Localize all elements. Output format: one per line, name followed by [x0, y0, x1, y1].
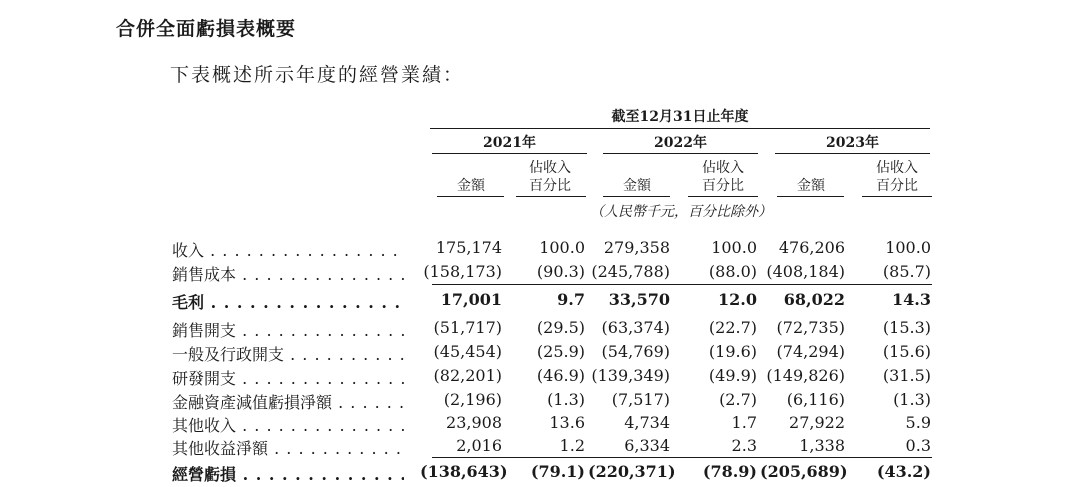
table-row-operating-loss: [0, 462, 1080, 484]
row-value-2021-amount: (82,201): [433, 366, 502, 385]
row-value-2021-percent: (25.9): [536, 342, 585, 361]
row-value-2023-amount: (74,294): [776, 342, 845, 361]
row-value-2022-percent: 1.7: [731, 413, 757, 432]
table-row-admin-expenses: [0, 342, 1080, 364]
row-value-2022-percent: 100.0: [711, 238, 757, 257]
row-label: 一般及行政開支 . . .: [172, 342, 404, 365]
percent-header-2022: 佔收入 百分比: [702, 160, 744, 194]
row-value-2023-percent: (85.7): [882, 262, 931, 281]
row-value-2022-amount: (139,349): [591, 366, 670, 385]
section-title: 合併全面虧損表概要: [116, 18, 297, 40]
row-value-2023-amount: 476,206: [778, 238, 845, 257]
row-value-2022-amount: (63,374): [601, 318, 670, 337]
row-value-2021-percent: 1.2: [559, 436, 585, 455]
year-2023-header: 2023年: [826, 135, 879, 151]
period-rule: [430, 128, 930, 129]
row-value-2022-amount: (54,769): [601, 342, 670, 361]
row-value-2021-amount: (2,196): [443, 390, 502, 409]
row-value-2021-percent: 13.6: [549, 413, 585, 432]
amount-header-2022: 金額: [623, 178, 651, 194]
year-2022-rule: [603, 153, 758, 154]
row-label: 經營虧損 . . .: [172, 462, 404, 485]
row-value-2021-percent: (29.5): [536, 318, 585, 337]
row-value-2023-amount: (149,826): [766, 366, 845, 385]
year-2022-header: 2022年: [654, 135, 707, 151]
table-row-cost-of-sales: [0, 262, 1080, 284]
row-value-2022-amount: (220,371): [588, 462, 676, 481]
row-value-2023-percent: (31.5): [882, 366, 931, 385]
year-2021-rule: [432, 153, 587, 154]
row-value-2021-amount: 23,908: [446, 413, 502, 432]
row-value-2023-amount: (408,184): [766, 262, 845, 281]
row-label: 銷售開支 . . .: [172, 318, 404, 341]
row-value-2023-percent: (1.3): [893, 390, 931, 409]
row-value-2021-percent: (46.9): [536, 366, 585, 385]
row-value-2021-amount: 2,016: [456, 436, 502, 455]
percent-rule-2023: [862, 196, 932, 197]
row-value-2022-percent: (19.6): [708, 342, 757, 361]
table-row-rnd-expenses: [0, 366, 1080, 388]
amount-header-2023: 金額: [797, 178, 825, 194]
year-2023-rule: [775, 153, 930, 154]
table-row-revenue: [0, 238, 1080, 260]
row-value-2021-amount: 17,001: [440, 290, 502, 309]
row-value-2021-percent: (79.1): [530, 462, 585, 481]
row-value-2023-amount: 27,922: [789, 413, 845, 432]
row-value-2022-percent: (78.9): [702, 462, 757, 481]
row-value-2023-amount: (205,689): [760, 462, 848, 481]
row-value-2021-percent: 9.7: [557, 290, 585, 309]
row-value-2023-percent: (15.3): [882, 318, 931, 337]
row-value-2021-amount: (51,717): [433, 318, 502, 337]
row-label: 毛利 . . .: [172, 290, 404, 313]
row-value-2023-amount: (6,116): [786, 390, 845, 409]
row-value-2021-amount: (158,173): [423, 262, 502, 281]
row-value-2022-percent: (49.9): [708, 366, 757, 385]
row-label: 其他收入 . . .: [172, 413, 404, 436]
row-label: 銷售成本 . . .: [172, 262, 404, 285]
intro-text: 下表概述所示年度的經營業績：: [170, 64, 465, 86]
row-label: 其他收益淨額 . . .: [172, 436, 404, 459]
row-value-2022-amount: 33,570: [608, 290, 670, 309]
amount-rule-2023: [777, 196, 844, 197]
subtotal-rule-1: [432, 284, 932, 285]
row-value-2022-amount: 4,734: [624, 413, 670, 432]
percent-rule-2022: [688, 196, 758, 197]
percent-rule-2021: [516, 196, 586, 197]
year-2021-header: 2021年: [483, 135, 536, 151]
row-value-2021-percent: 100.0: [539, 238, 585, 257]
amount-header-2021: 金額: [457, 178, 485, 194]
subtotal-rule-2: [432, 457, 932, 458]
row-label: 收入 . . .: [172, 238, 404, 261]
row-value-2022-amount: 279,358: [603, 238, 670, 257]
row-value-2022-percent: (22.7): [708, 318, 757, 337]
unit-note: （人民幣千元，百分比除外）: [590, 204, 772, 220]
percent-header-2021: 佔收入 百分比: [529, 160, 571, 194]
table-row-selling-expenses: [0, 318, 1080, 340]
row-value-2021-amount: 175,174: [435, 238, 502, 257]
row-value-2022-percent: 12.0: [718, 290, 757, 309]
row-value-2021-amount: (138,643): [420, 462, 508, 481]
row-label: 研發開支 . . .: [172, 366, 404, 389]
amount-rule-2021: [437, 196, 504, 197]
table-row-impairment-losses: [0, 390, 1080, 412]
row-value-2023-percent: 0.3: [905, 436, 931, 455]
row-value-2022-percent: (2.7): [719, 390, 757, 409]
row-value-2021-percent: (90.3): [536, 262, 585, 281]
row-value-2023-percent: 100.0: [885, 238, 931, 257]
row-value-2023-percent: 14.3: [892, 290, 931, 309]
row-value-2023-amount: 1,338: [799, 436, 845, 455]
row-value-2022-amount: 6,334: [624, 436, 670, 455]
row-value-2022-percent: 2.3: [731, 436, 757, 455]
table-row-other-gains: [0, 436, 1080, 458]
percent-header-2023: 佔收入 百分比: [876, 160, 918, 194]
row-value-2022-amount: (245,788): [591, 262, 670, 281]
row-value-2023-percent: (43.2): [876, 462, 931, 481]
row-value-2021-amount: (45,454): [433, 342, 502, 361]
row-value-2023-percent: (15.6): [882, 342, 931, 361]
table-row-gross-profit: [0, 290, 1080, 312]
row-value-2023-amount: (72,735): [776, 318, 845, 337]
period-header: 截至12月31日止年度: [611, 109, 749, 125]
row-value-2023-percent: 5.9: [905, 413, 931, 432]
row-label: 金融資產減值虧損淨額 . . .: [172, 390, 404, 413]
row-value-2021-percent: (1.3): [547, 390, 585, 409]
row-value-2022-amount: (7,517): [611, 390, 670, 409]
table-row-other-income: [0, 413, 1080, 435]
row-value-2023-amount: 68,022: [783, 290, 845, 309]
row-value-2022-percent: (88.0): [708, 262, 757, 281]
amount-rule-2022: [603, 196, 670, 197]
